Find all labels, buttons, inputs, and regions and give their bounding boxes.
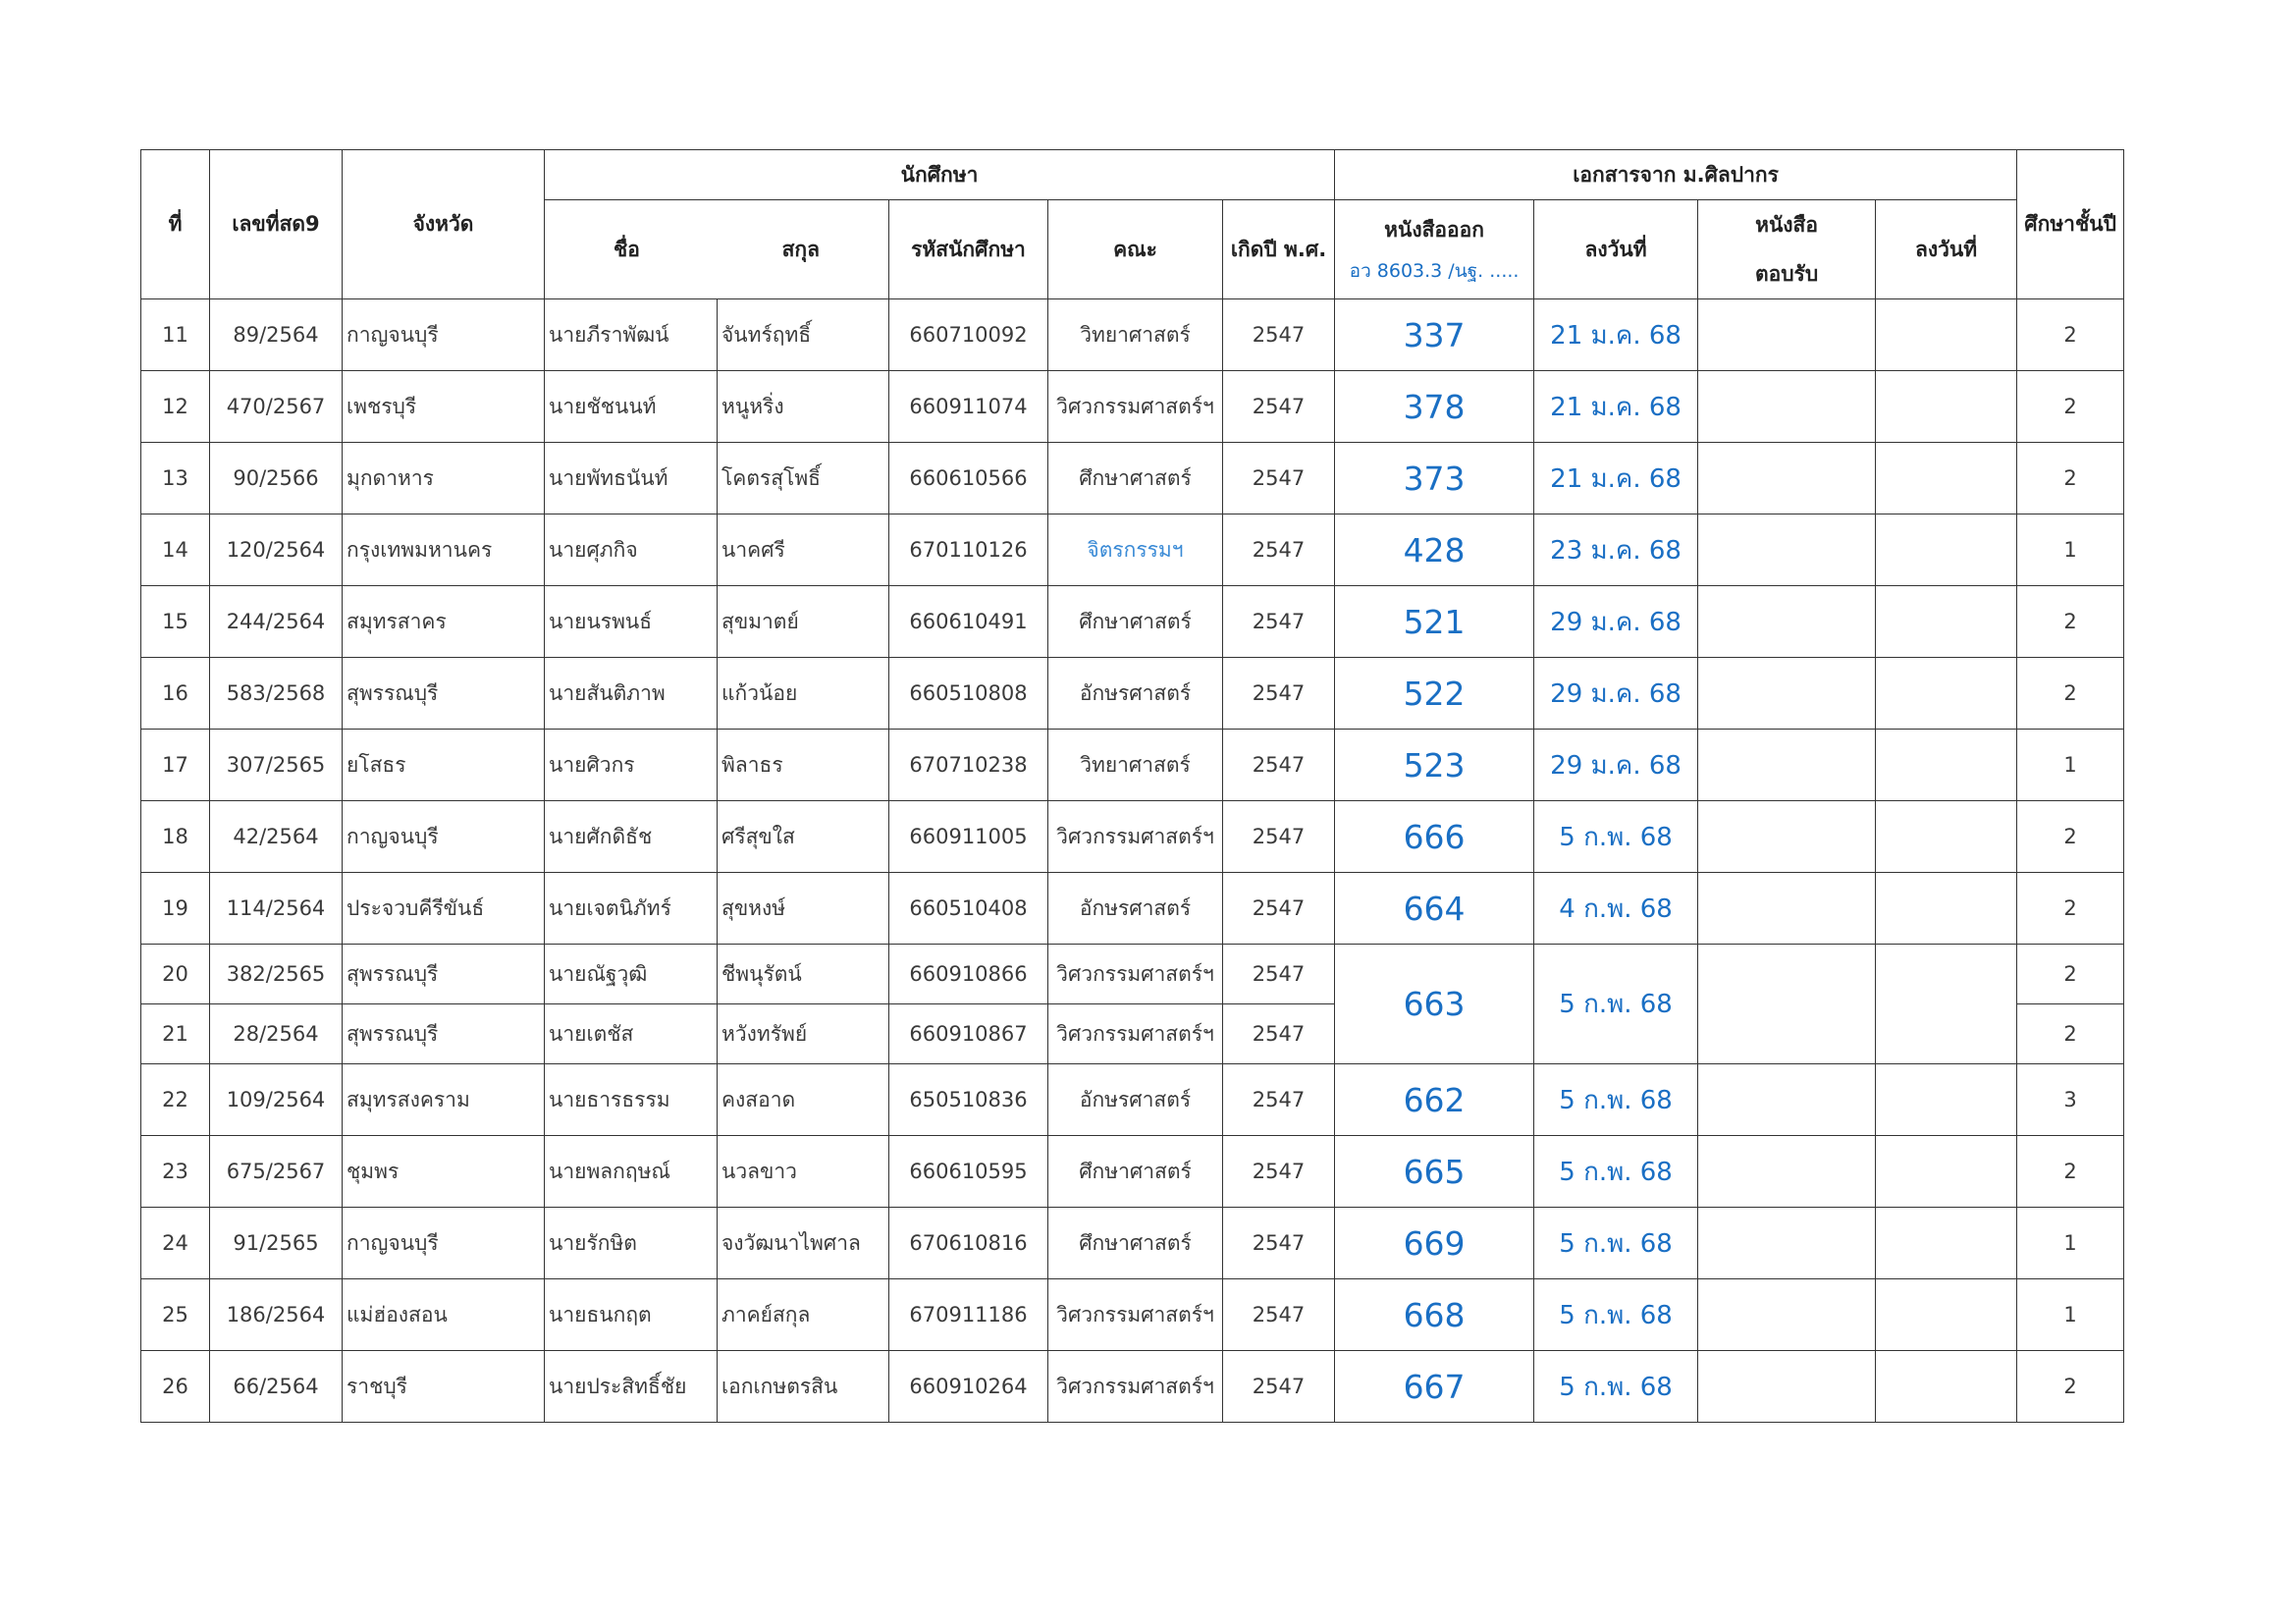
table-row xyxy=(141,945,2124,1004)
cell-year-level: 2 xyxy=(2017,586,2124,658)
cell-birth-year: 2547 xyxy=(1223,730,1335,801)
cell-province: ราชบุรี xyxy=(343,1351,545,1423)
cell-first-name: นายเจตนิภัทร์ xyxy=(545,873,718,945)
table-row xyxy=(141,514,2124,586)
table-row xyxy=(141,1351,2124,1423)
cell-reply-date xyxy=(1876,1279,2017,1351)
cell-last-name: แก้วน้อย xyxy=(718,658,889,730)
cell-reply-letter xyxy=(1698,730,1876,801)
cell-faculty: ศึกษาศาสตร์ xyxy=(1048,586,1223,658)
cell-student-id: 660910867 xyxy=(889,1004,1048,1064)
cell-issued-date: 5 ก.พ. 68 xyxy=(1534,1136,1698,1208)
cell-province: กาญจนบุรี xyxy=(343,299,545,371)
cell-issued-date: 4 ก.พ. 68 xyxy=(1534,873,1698,945)
cell-last-name: ชีพนุรัตน์ xyxy=(718,945,889,1004)
cell-birth-year: 2547 xyxy=(1223,1279,1335,1351)
cell-reply-date xyxy=(1876,1064,2017,1136)
cell-record-no: 42/2564 xyxy=(210,801,343,873)
cell-reply-date xyxy=(1876,945,2017,1064)
table-row xyxy=(141,873,2124,945)
cell-issued-no: 664 xyxy=(1335,873,1534,945)
cell-first-name: นายศักดิธัช xyxy=(545,801,718,873)
cell-student-id: 670710238 xyxy=(889,730,1048,801)
cell-no: 26 xyxy=(141,1351,210,1423)
cell-year-level: 1 xyxy=(2017,1279,2124,1351)
cell-issued-date: 5 ก.พ. 68 xyxy=(1534,1351,1698,1423)
header-issued-letter: หนังสือออก xyxy=(1384,217,1484,242)
cell-reply-date xyxy=(1876,873,2017,945)
header-faculty: คณะ xyxy=(1048,200,1223,299)
cell-birth-year: 2547 xyxy=(1223,1208,1335,1279)
cell-reply-letter xyxy=(1698,1279,1876,1351)
cell-faculty: วิศวกรรมศาสตร์ฯ xyxy=(1048,945,1223,1004)
cell-province: แม่ฮ่องสอน xyxy=(343,1279,545,1351)
cell-issued-no: 373 xyxy=(1335,443,1534,514)
header-reply-letter-line2: ตอบรับ xyxy=(1754,262,1819,286)
cell-province: สุพรรณบุรี xyxy=(343,945,545,1004)
cell-province: เพชรบุรี xyxy=(343,371,545,443)
cell-no: 24 xyxy=(141,1208,210,1279)
cell-year-level: 2 xyxy=(2017,443,2124,514)
cell-record-no: 28/2564 xyxy=(210,1004,343,1064)
cell-year-level: 3 xyxy=(2017,1064,2124,1136)
cell-issued-no: 662 xyxy=(1335,1064,1534,1136)
cell-reply-letter xyxy=(1698,443,1876,514)
cell-reply-letter xyxy=(1698,1064,1876,1136)
cell-first-name: นายศิวกร xyxy=(545,730,718,801)
cell-faculty: วิศวกรรมศาสตร์ฯ xyxy=(1048,1351,1223,1423)
header-record-no: เลขที่สด9 xyxy=(210,150,343,299)
cell-last-name: หนูหริ่ง xyxy=(718,371,889,443)
cell-province: ยโสธร xyxy=(343,730,545,801)
header-issued-letter-cell xyxy=(1335,200,1534,299)
cell-last-name: คงสอาด xyxy=(718,1064,889,1136)
cell-record-no: 675/2567 xyxy=(210,1136,343,1208)
cell-year-level: 2 xyxy=(2017,1136,2124,1208)
cell-last-name: ศรีสุขใส xyxy=(718,801,889,873)
cell-province: สมุทรสงคราม xyxy=(343,1064,545,1136)
cell-province: สมุทรสาคร xyxy=(343,586,545,658)
cell-birth-year: 2547 xyxy=(1223,371,1335,443)
cell-issued-no: 522 xyxy=(1335,658,1534,730)
cell-last-name: สุขมาตย์ xyxy=(718,586,889,658)
cell-reply-date xyxy=(1876,1351,2017,1423)
cell-first-name: นายชัชนนท์ xyxy=(545,371,718,443)
cell-no: 22 xyxy=(141,1064,210,1136)
cell-student-id: 660510408 xyxy=(889,873,1048,945)
cell-record-no: 90/2566 xyxy=(210,443,343,514)
header-birth-year: เกิดปี พ.ศ. xyxy=(1223,200,1335,299)
cell-last-name: นาคศรี xyxy=(718,514,889,586)
cell-issued-no: 337 xyxy=(1335,299,1534,371)
cell-record-no: 91/2565 xyxy=(210,1208,343,1279)
cell-issued-date: 5 ก.พ. 68 xyxy=(1534,1064,1698,1136)
cell-issued-no: 667 xyxy=(1335,1351,1534,1423)
cell-first-name: นายณัฐวุฒิ xyxy=(545,945,718,1004)
cell-birth-year: 2547 xyxy=(1223,299,1335,371)
table-row xyxy=(141,443,2124,514)
header-no: ที่ xyxy=(141,150,210,299)
cell-student-id: 660911074 xyxy=(889,371,1048,443)
cell-no: 15 xyxy=(141,586,210,658)
cell-no: 25 xyxy=(141,1279,210,1351)
cell-issued-date: 5 ก.พ. 68 xyxy=(1534,945,1698,1064)
cell-year-level: 2 xyxy=(2017,1004,2124,1064)
cell-province: กาญจนบุรี xyxy=(343,1208,545,1279)
table-row xyxy=(141,1136,2124,1208)
cell-student-id: 660610566 xyxy=(889,443,1048,514)
cell-province: สุพรรณบุรี xyxy=(343,1004,545,1064)
cell-first-name: นายรักษิต xyxy=(545,1208,718,1279)
cell-faculty: วิทยาศาสตร์ xyxy=(1048,730,1223,801)
cell-reply-letter xyxy=(1698,514,1876,586)
cell-record-no: 66/2564 xyxy=(210,1351,343,1423)
table-row xyxy=(141,299,2124,371)
cell-birth-year: 2547 xyxy=(1223,443,1335,514)
cell-birth-year: 2547 xyxy=(1223,873,1335,945)
header-issued-ref: อว 8603.3 /นฐ. ..... xyxy=(1349,259,1520,282)
cell-issued-date: 5 ก.พ. 68 xyxy=(1534,1279,1698,1351)
cell-no: 21 xyxy=(141,1004,210,1064)
cell-province: ประจวบคีรีขันธ์ xyxy=(343,873,545,945)
table-row xyxy=(141,1279,2124,1351)
cell-year-level: 1 xyxy=(2017,1208,2124,1279)
cell-birth-year: 2547 xyxy=(1223,658,1335,730)
cell-record-no: 186/2564 xyxy=(210,1279,343,1351)
cell-no: 20 xyxy=(141,945,210,1004)
cell-birth-year: 2547 xyxy=(1223,1136,1335,1208)
cell-reply-letter xyxy=(1698,586,1876,658)
cell-province: กรุงเทพมหานคร xyxy=(343,514,545,586)
table-row xyxy=(141,586,2124,658)
cell-issued-date: 5 ก.พ. 68 xyxy=(1534,1208,1698,1279)
cell-first-name: นายพลกฤษณ์ xyxy=(545,1136,718,1208)
cell-issued-date: 29 ม.ค. 68 xyxy=(1534,730,1698,801)
cell-no: 14 xyxy=(141,514,210,586)
cell-first-name: นายพัทธนันท์ xyxy=(545,443,718,514)
cell-last-name: จงวัฒนาไพศาล xyxy=(718,1208,889,1279)
cell-birth-year: 2547 xyxy=(1223,801,1335,873)
cell-student-id: 670110126 xyxy=(889,514,1048,586)
header-group-documents: เอกสารจาก ม.ศิลปากร xyxy=(1335,150,2017,200)
cell-student-id: 670610816 xyxy=(889,1208,1048,1279)
header-last-name: สกุล xyxy=(781,237,820,261)
cell-reply-date xyxy=(1876,1136,2017,1208)
header-name-cell xyxy=(545,200,889,299)
cell-record-no: 382/2565 xyxy=(210,945,343,1004)
header-student-id: รหัสนักศึกษา xyxy=(889,200,1048,299)
cell-student-id: 660911005 xyxy=(889,801,1048,873)
cell-reply-letter xyxy=(1698,1136,1876,1208)
cell-province: กาญจนบุรี xyxy=(343,801,545,873)
cell-issued-no: 665 xyxy=(1335,1136,1534,1208)
cell-issued-date: 21 ม.ค. 68 xyxy=(1534,371,1698,443)
cell-reply-letter xyxy=(1698,1351,1876,1423)
table-body xyxy=(141,299,2124,1423)
cell-reply-letter xyxy=(1698,371,1876,443)
table-row xyxy=(141,1064,2124,1136)
cell-year-level: 2 xyxy=(2017,299,2124,371)
cell-last-name: จันทร์ฤทธิ์ xyxy=(718,299,889,371)
cell-no: 19 xyxy=(141,873,210,945)
cell-reply-date xyxy=(1876,514,2017,586)
cell-no: 11 xyxy=(141,299,210,371)
cell-student-id: 660910264 xyxy=(889,1351,1048,1423)
cell-reply-letter xyxy=(1698,299,1876,371)
cell-student-id: 670911186 xyxy=(889,1279,1048,1351)
student-document-table xyxy=(140,149,2124,1423)
cell-record-no: 109/2564 xyxy=(210,1064,343,1136)
cell-no: 23 xyxy=(141,1136,210,1208)
cell-no: 13 xyxy=(141,443,210,514)
cell-student-id: 650510836 xyxy=(889,1064,1048,1136)
cell-last-name: นวลขาว xyxy=(718,1136,889,1208)
cell-no: 12 xyxy=(141,371,210,443)
cell-year-level: 2 xyxy=(2017,658,2124,730)
cell-first-name: นายนรพนธ์ xyxy=(545,586,718,658)
cell-first-name: นายธนกฤต xyxy=(545,1279,718,1351)
header-reply-date: ลงวันที่ xyxy=(1876,200,2017,299)
cell-province: สุพรรณบุรี xyxy=(343,658,545,730)
cell-birth-year: 2547 xyxy=(1223,1064,1335,1136)
cell-province: มุกดาหาร xyxy=(343,443,545,514)
cell-reply-date xyxy=(1876,801,2017,873)
cell-reply-letter xyxy=(1698,1208,1876,1279)
table-row xyxy=(141,730,2124,801)
cell-first-name: นายภีราพัฒน์ xyxy=(545,299,718,371)
cell-issued-no: 428 xyxy=(1335,514,1534,586)
cell-birth-year: 2547 xyxy=(1223,1351,1335,1423)
cell-reply-date xyxy=(1876,586,2017,658)
cell-issued-date: 21 ม.ค. 68 xyxy=(1534,299,1698,371)
cell-record-no: 244/2564 xyxy=(210,586,343,658)
cell-reply-date xyxy=(1876,730,2017,801)
cell-reply-letter xyxy=(1698,801,1876,873)
cell-record-no: 120/2564 xyxy=(210,514,343,586)
cell-birth-year: 2547 xyxy=(1223,514,1335,586)
header-first-name: ชื่อ xyxy=(614,237,640,261)
cell-last-name: พิลาธร xyxy=(718,730,889,801)
cell-reply-date xyxy=(1876,443,2017,514)
cell-issued-date: 21 ม.ค. 68 xyxy=(1534,443,1698,514)
cell-year-level: 2 xyxy=(2017,945,2124,1004)
cell-faculty: วิศวกรรมศาสตร์ฯ xyxy=(1048,1004,1223,1064)
cell-last-name: โคตรสุโพธิ์ xyxy=(718,443,889,514)
header-reply-letter xyxy=(1698,200,1876,299)
cell-first-name: นายเตชัส xyxy=(545,1004,718,1064)
cell-faculty: วิทยาศาสตร์ xyxy=(1048,299,1223,371)
cell-record-no: 470/2567 xyxy=(210,371,343,443)
cell-faculty: ศึกษาศาสตร์ xyxy=(1048,443,1223,514)
cell-issued-no: 378 xyxy=(1335,371,1534,443)
cell-issued-no: 668 xyxy=(1335,1279,1534,1351)
cell-birth-year: 2547 xyxy=(1223,945,1335,1004)
cell-no: 16 xyxy=(141,658,210,730)
cell-record-no: 583/2568 xyxy=(210,658,343,730)
table-row xyxy=(141,658,2124,730)
header-year-level: ศึกษาชั้นปี xyxy=(2017,150,2124,299)
table-row xyxy=(141,1208,2124,1279)
cell-student-id: 660910866 xyxy=(889,945,1048,1004)
cell-last-name: ภาคย์สกุล xyxy=(718,1279,889,1351)
cell-birth-year: 2547 xyxy=(1223,1004,1335,1064)
cell-record-no: 114/2564 xyxy=(210,873,343,945)
cell-student-id: 660510808 xyxy=(889,658,1048,730)
cell-issued-no: 669 xyxy=(1335,1208,1534,1279)
table-row xyxy=(141,371,2124,443)
cell-issued-no: 523 xyxy=(1335,730,1534,801)
cell-year-level: 2 xyxy=(2017,371,2124,443)
cell-first-name: นายประสิทธิ์ชัย xyxy=(545,1351,718,1423)
cell-year-level: 1 xyxy=(2017,730,2124,801)
cell-reply-date xyxy=(1876,658,2017,730)
cell-issued-no: 663 xyxy=(1335,945,1534,1064)
cell-faculty: จิตรกรรมฯ xyxy=(1048,514,1223,586)
cell-faculty: อักษรศาสตร์ xyxy=(1048,658,1223,730)
cell-first-name: นายสันติภาพ xyxy=(545,658,718,730)
cell-issued-date: 29 ม.ค. 68 xyxy=(1534,658,1698,730)
cell-faculty: วิศวกรรมศาสตร์ฯ xyxy=(1048,801,1223,873)
cell-issued-no: 521 xyxy=(1335,586,1534,658)
cell-last-name: สุขหงษ์ xyxy=(718,873,889,945)
cell-issued-date: 5 ก.พ. 68 xyxy=(1534,801,1698,873)
cell-year-level: 2 xyxy=(2017,873,2124,945)
cell-student-id: 660610491 xyxy=(889,586,1048,658)
cell-birth-year: 2547 xyxy=(1223,586,1335,658)
cell-issued-date: 29 ม.ค. 68 xyxy=(1534,586,1698,658)
cell-year-level: 2 xyxy=(2017,1351,2124,1423)
cell-no: 17 xyxy=(141,730,210,801)
cell-reply-letter xyxy=(1698,658,1876,730)
cell-record-no: 89/2564 xyxy=(210,299,343,371)
header-issued-date: ลงวันที่ xyxy=(1534,200,1698,299)
cell-last-name: หวังทรัพย์ xyxy=(718,1004,889,1064)
header-reply-letter-line1: หนังสือ xyxy=(1755,213,1818,237)
cell-reply-date xyxy=(1876,1208,2017,1279)
cell-last-name: เอกเกษตรสิน xyxy=(718,1351,889,1423)
cell-reply-letter xyxy=(1698,945,1876,1064)
cell-year-level: 1 xyxy=(2017,514,2124,586)
cell-province: ชุมพร xyxy=(343,1136,545,1208)
cell-reply-date xyxy=(1876,299,2017,371)
cell-faculty: อักษรศาสตร์ xyxy=(1048,873,1223,945)
cell-year-level: 2 xyxy=(2017,801,2124,873)
cell-faculty: วิศวกรรมศาสตร์ฯ xyxy=(1048,1279,1223,1351)
cell-reply-date xyxy=(1876,371,2017,443)
header-province: จังหวัด xyxy=(343,150,545,299)
cell-faculty: ศึกษาศาสตร์ xyxy=(1048,1136,1223,1208)
cell-first-name: นายธารธรรม xyxy=(545,1064,718,1136)
table-row xyxy=(141,801,2124,873)
cell-faculty: อักษรศาสตร์ xyxy=(1048,1064,1223,1136)
cell-issued-date: 23 ม.ค. 68 xyxy=(1534,514,1698,586)
cell-faculty: วิศวกรรมศาสตร์ฯ xyxy=(1048,371,1223,443)
cell-record-no: 307/2565 xyxy=(210,730,343,801)
cell-student-id: 660610595 xyxy=(889,1136,1048,1208)
cell-first-name: นายศุภกิจ xyxy=(545,514,718,586)
cell-faculty: ศึกษาศาสตร์ xyxy=(1048,1208,1223,1279)
cell-no: 18 xyxy=(141,801,210,873)
header-group-student: นักศึกษา xyxy=(545,150,1335,200)
cell-student-id: 660710092 xyxy=(889,299,1048,371)
cell-issued-no: 666 xyxy=(1335,801,1534,873)
cell-reply-letter xyxy=(1698,873,1876,945)
